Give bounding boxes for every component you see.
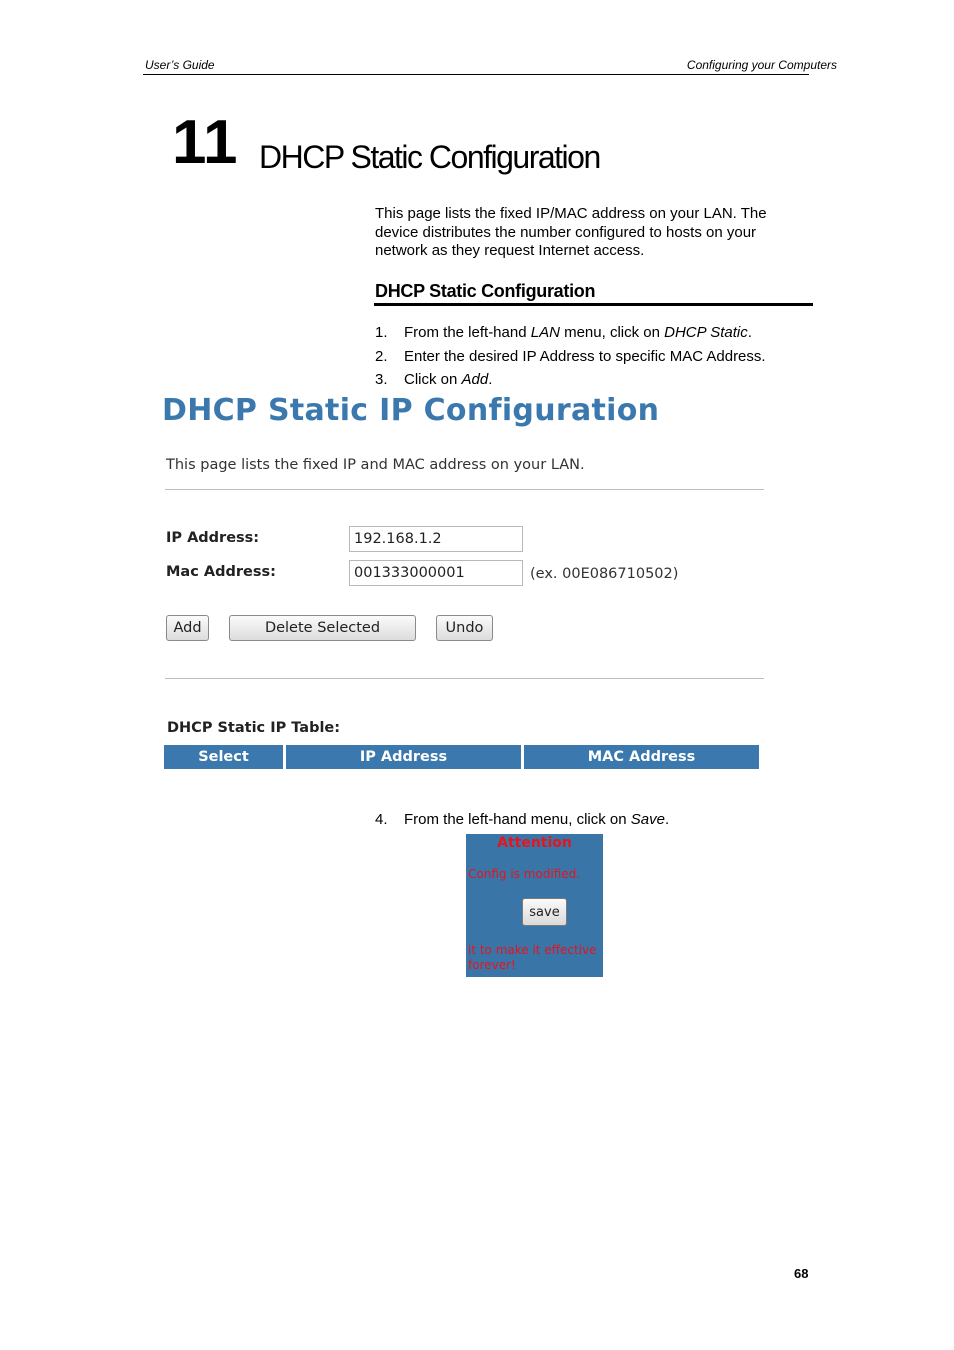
- step-text: From the left-hand menu, click on: [404, 811, 631, 828]
- step-number: 2.: [375, 348, 388, 365]
- mac-address-label: Mac Address:: [166, 564, 276, 580]
- mac-address-hint: (ex. 00E086710502): [530, 566, 679, 582]
- column-header-ip-address: IP Address: [286, 745, 521, 769]
- running-header-left: User’s Guide: [145, 58, 215, 72]
- step-text: .: [747, 324, 752, 341]
- step-item: [375, 348, 766, 365]
- step-emphasis: Add: [461, 371, 489, 388]
- running-header-right: Configuring your Computers: [686, 58, 837, 72]
- step-text: .: [488, 371, 493, 388]
- intro-paragraph: This page lists the fixed IP/MAC address on your LAN. The device distributes the number configured to hosts on your network as they request Internet access.: [375, 205, 767, 259]
- mac-address-input[interactable]: [349, 560, 523, 586]
- chapter-title: DHCP Static Configuration: [259, 139, 600, 175]
- attention-message: Config is modified.: [468, 867, 581, 881]
- column-header-mac-address: MAC Address: [524, 745, 759, 769]
- step-text: From the left-hand: [404, 324, 531, 341]
- step-item: [375, 324, 752, 341]
- step-emphasis: Save: [630, 811, 665, 828]
- undo-button[interactable]: Undo: [436, 615, 493, 641]
- ui-divider-top: [165, 489, 764, 490]
- static-ip-table-title: DHCP Static IP Table:: [167, 720, 341, 736]
- header-rule: [143, 74, 809, 75]
- ui-page-description: This page lists the fixed IP and MAC address on your LAN.: [166, 457, 585, 473]
- ui-divider-bottom: [165, 678, 764, 679]
- step-number: 4.: [375, 811, 388, 828]
- step-text: Click on: [404, 371, 462, 388]
- step-emphasis: LAN: [530, 324, 560, 341]
- step-item: [375, 811, 669, 828]
- add-button[interactable]: Add: [166, 615, 209, 641]
- attention-instruction: it to make it effective forever!: [468, 943, 597, 972]
- ui-page-title: DHCP Static IP Configuration: [162, 393, 660, 428]
- attention-panel: [466, 834, 603, 977]
- ip-address-input[interactable]: [349, 526, 523, 552]
- step-text: Enter the desired IP Address to specific MAC Address.: [404, 348, 766, 365]
- section-rule: [374, 303, 813, 306]
- delete-selected-button[interactable]: Delete Selected: [229, 615, 416, 641]
- step-number: 3.: [375, 371, 388, 388]
- step-number: 1.: [375, 324, 388, 341]
- ip-address-label: IP Address:: [166, 530, 260, 546]
- step-emphasis: DHCP Static: [664, 324, 748, 341]
- step-text: menu, click on: [559, 324, 665, 341]
- step-text: .: [664, 811, 670, 828]
- section-heading: DHCP Static Configuration: [375, 281, 596, 301]
- step-item: [375, 371, 492, 388]
- save-button[interactable]: save: [522, 898, 567, 926]
- chapter-number: 11: [172, 108, 238, 177]
- attention-title: Attention: [497, 835, 572, 851]
- column-header-select: Select: [164, 745, 283, 769]
- page-number: 68: [794, 1266, 809, 1281]
